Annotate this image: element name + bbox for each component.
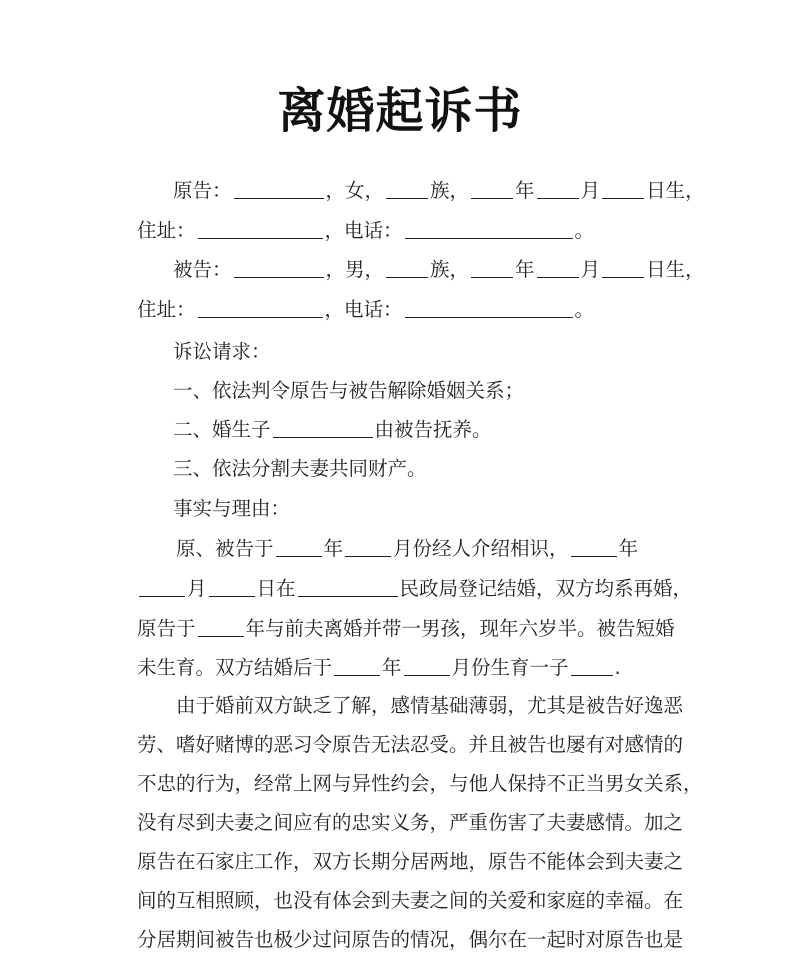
blank-field (139, 576, 185, 597)
blank-field (537, 178, 579, 199)
text: 住址： (137, 298, 196, 321)
text: . (614, 656, 621, 679)
facts-paragraph-1-line-2 (0, 574, 800, 604)
defendant-line (0, 255, 800, 285)
text: 原告于 (137, 617, 196, 640)
text: 年与前夫离婚并带一男孩，现年六岁半。被告短婚 (245, 617, 675, 640)
blank-field (386, 178, 428, 199)
text: 未生育。双方结婚后于 (137, 656, 333, 679)
text: 日生， (646, 179, 705, 202)
blank-field (405, 297, 573, 318)
text: ，女， (325, 179, 385, 202)
plaintiff-address-line (0, 216, 800, 246)
facts-paragraph-1-line-3 (0, 614, 800, 644)
facts-heading: 事实与理由： (173, 497, 291, 520)
text: 日在 (256, 577, 296, 600)
text: 。 (574, 219, 595, 242)
blank-field (386, 257, 428, 278)
text: 年 (323, 537, 344, 560)
page-title: 离婚起诉书 (277, 83, 523, 139)
blank-field (273, 417, 373, 438)
text: 原、被告于 (176, 537, 274, 560)
blank-field (571, 536, 617, 557)
text: 族， (430, 258, 470, 281)
blank-field (276, 536, 322, 557)
blank-field (198, 218, 323, 239)
blank-field (471, 257, 513, 278)
text: 日生， (646, 258, 705, 281)
text: 月 (187, 577, 207, 600)
claim-item-2 (0, 415, 800, 445)
facts-paragraph-2-line-5: 原告在石家庄工作，双方长期分居两地，原告不能体会到夫妻之 (137, 850, 684, 873)
blank-field (345, 536, 391, 557)
text: 年 (515, 258, 535, 281)
blank-field (198, 616, 244, 637)
defendant-address-line (0, 295, 800, 325)
blank-field (334, 655, 380, 676)
claims-heading: 诉讼请求： (173, 340, 271, 363)
facts-paragraph-2-line-3: 不忠的行为，经常上网与异性约会，与他人保持不正当男女关系， (137, 772, 703, 795)
claim-item-1: 一、依法判令原告与被告解除婚姻关系； (173, 379, 525, 402)
facts-paragraph-2-line-7: 分居期间被告也极少过问原告的情况，偶尔在一起时对原告也是 (137, 928, 684, 951)
defendant-label: 被告： (173, 258, 232, 281)
text: 二、婚生子 (173, 418, 271, 441)
blank-field (537, 257, 579, 278)
text: ，电话： (324, 219, 403, 242)
text: 族， (430, 179, 470, 202)
facts-paragraph-1-line-4 (0, 653, 800, 683)
text: 。 (574, 298, 595, 321)
text: 月份生育一子 (451, 656, 569, 679)
blank-field (602, 178, 644, 199)
claim-item-3: 三、依法分割夫妻共同财产。 (173, 457, 427, 480)
text: 月 (580, 258, 601, 281)
text: 年 (382, 656, 402, 679)
blank-field (234, 178, 324, 199)
facts-paragraph-2-line-1: 由于婚前双方缺乏了解，感情基础薄弱，尤其是被告好逸恶 (176, 694, 684, 717)
plaintiff-label: 原告： (173, 179, 232, 202)
blank-field (571, 655, 613, 676)
facts-paragraph-2-line-6: 间的互相照顾，也没有体会到夫妻之间的关爱和家庭的幸福。在 (137, 889, 684, 912)
blank-field (209, 576, 255, 597)
text: 住址： (137, 219, 196, 242)
facts-paragraph-1-line-1 (0, 534, 800, 564)
blank-field (405, 218, 573, 239)
text: ，男， (325, 258, 385, 281)
blank-field (471, 178, 513, 199)
blank-field (602, 257, 644, 278)
blank-field (298, 576, 398, 597)
text: 年 (515, 179, 535, 202)
text: 月 (580, 179, 601, 202)
facts-paragraph-2-line-2: 劳、嗜好赌博的恶习令原告无法忍受。并且被告也屡有对感情的 (137, 733, 684, 756)
text: ，电话： (324, 298, 403, 321)
text: 由被告抚养。 (374, 418, 492, 441)
blank-field (404, 655, 450, 676)
text: 民政局登记结婚，双方均系再婚， (399, 577, 693, 600)
facts-paragraph-2-line-4: 没有尽到夫妻之间应有的忠实义务，严重伤害了夫妻感情。加之 (137, 811, 684, 834)
text: 年 (618, 537, 639, 560)
blank-field (234, 257, 324, 278)
blank-field (198, 297, 323, 318)
plaintiff-line (0, 176, 800, 206)
text: 月份经人介绍相识， (393, 537, 569, 560)
